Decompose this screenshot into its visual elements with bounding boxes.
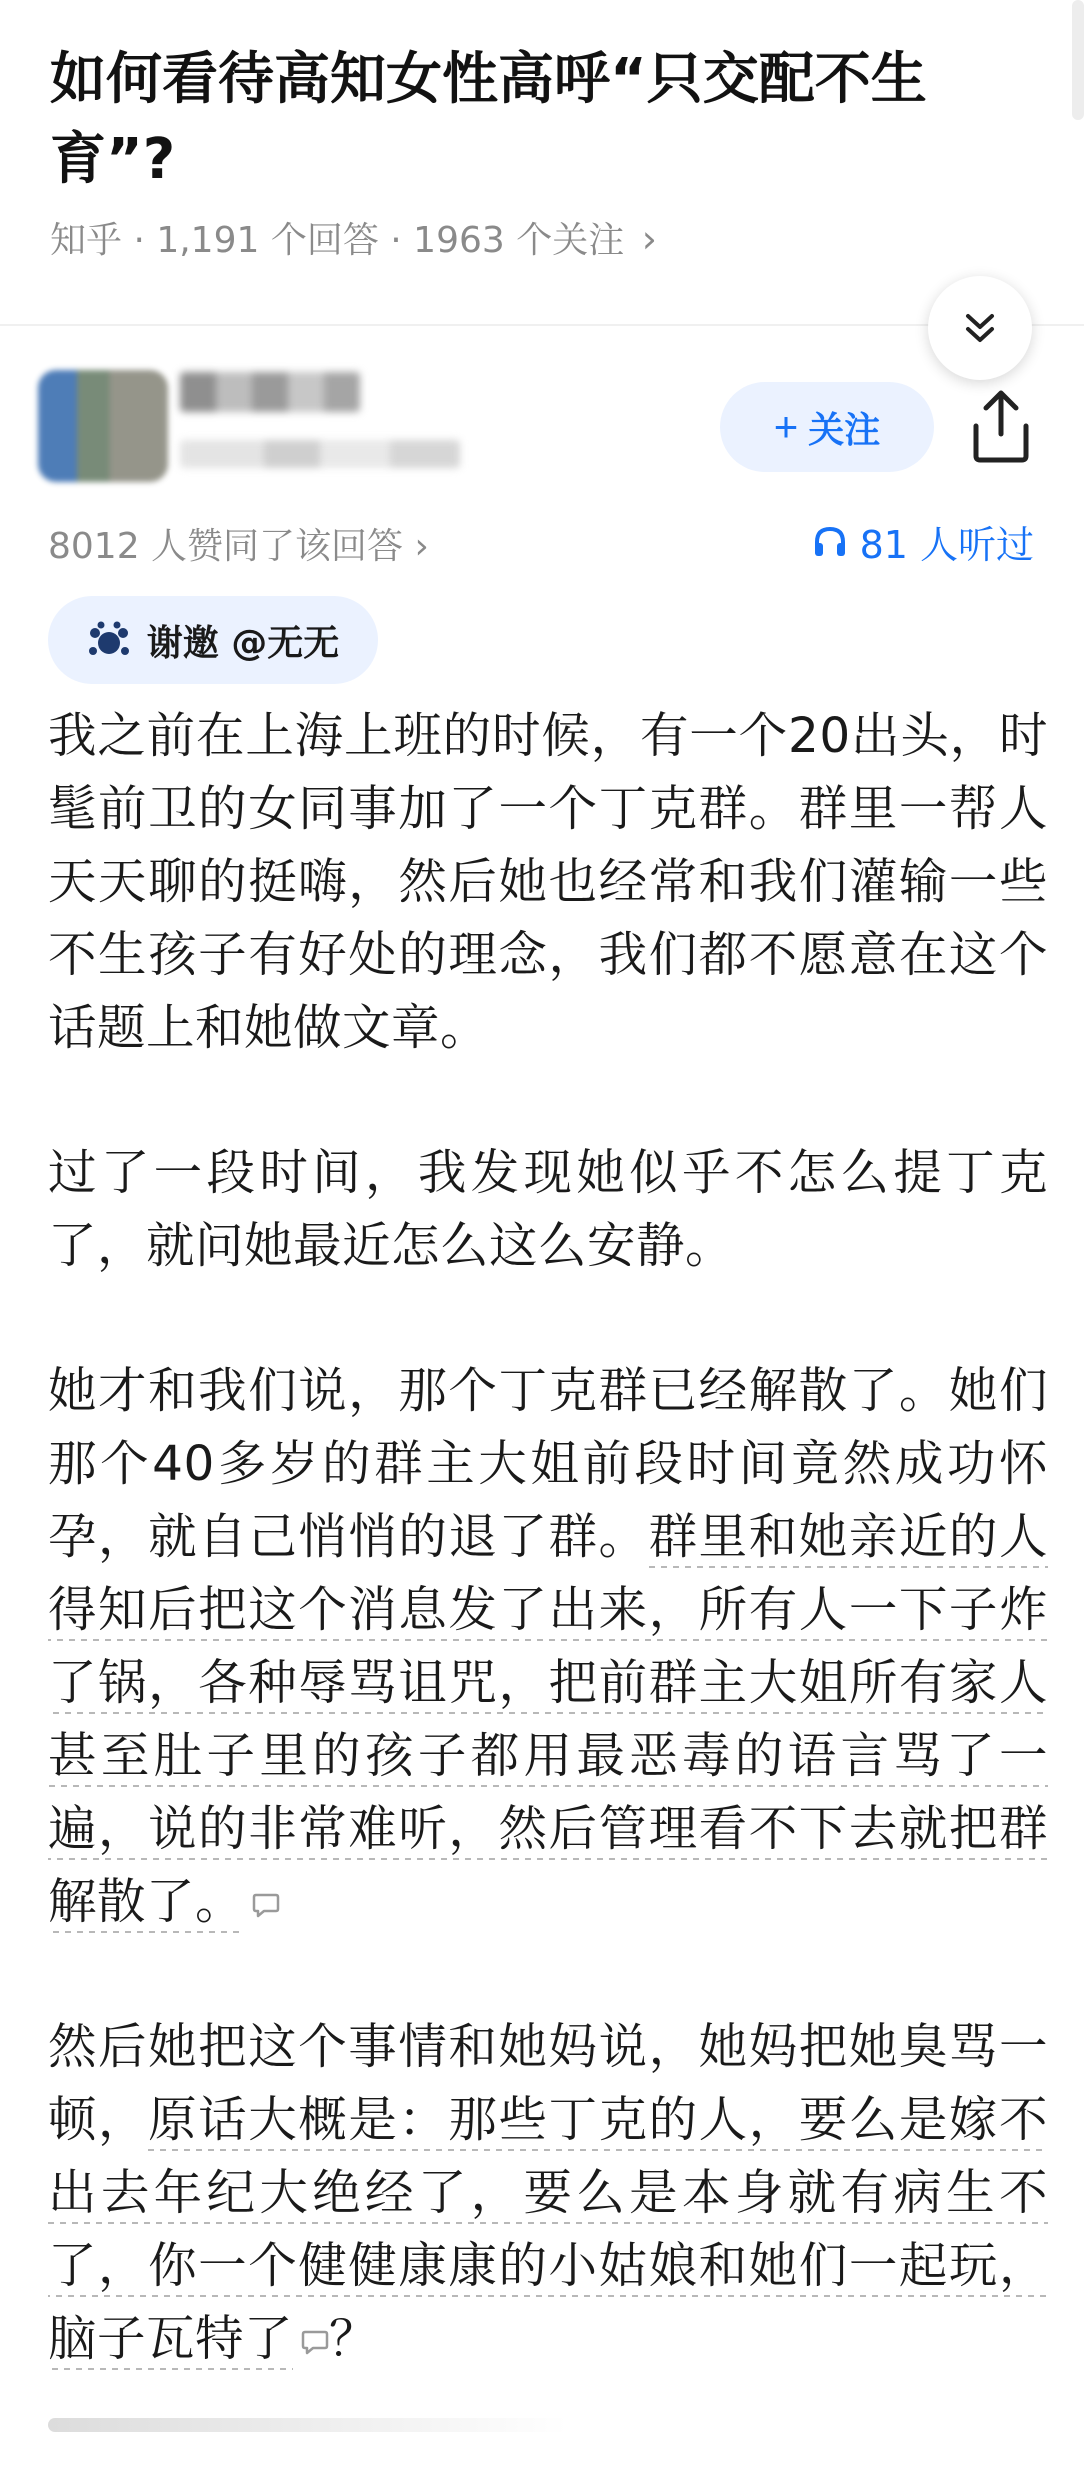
scrollbar[interactable]: [1072, 0, 1084, 120]
listen-text: 81 人听过: [859, 523, 1034, 567]
answer-paragraph-1: 我之前在上海上班的时候，有一个20出头，时髦前卫的女同事加了一个丁克群。群里一帮人天天聊的挺嗨，然后她也经常和我们灌输一些不生孩子有好处的理念，我们都不愿意在这个话题上和她做文章。: [48, 708, 1048, 1056]
chevron-right-icon: ›: [641, 217, 657, 261]
paragraph-text: 然后她把这个事情和她妈说，她妈把她臭骂一顿，: [48, 2019, 1048, 2148]
paragraph-end: ？: [329, 2311, 379, 2367]
question-title[interactable]: 如何看待高知女性高呼“只交配不生育”?: [50, 47, 927, 192]
invite-badge[interactable]: [48, 596, 378, 684]
likes-text: 8012 人赞同了该回答: [48, 526, 404, 567]
invite-icon: [87, 621, 131, 659]
answer-paragraph-2: 过了一段时间，我发现她似乎不怎么提丁克了，就问她最近怎么这么安静。: [48, 1145, 1048, 1274]
chevron-right-icon: ›: [414, 526, 429, 567]
listen-count[interactable]: [812, 514, 1034, 569]
divider: [0, 324, 1084, 326]
likes-count[interactable]: [48, 518, 429, 569]
highlighted-comment-text[interactable]: 原话大概是：那些丁克的人，要么是嫁不出去年纪大绝经了，要么是本身就有病生不了，你一个健健康康的小姑娘和她们一起玩，脑子瓦特了: [48, 2092, 1048, 2370]
question-meta[interactable]: [50, 212, 657, 263]
paragraph-text: 她才和我们说，那个丁克群已经解散了。她们那个40多岁的群主大姐前段时间竟然成功怀孕，就自己悄悄的退了群。: [48, 1363, 1048, 1565]
author-name-blurred[interactable]: [180, 372, 360, 412]
avatar[interactable]: [38, 370, 168, 482]
answer-paragraph-4: [48, 2011, 1048, 2376]
answer-paragraph-3: [48, 1355, 1048, 1939]
plus-icon: +: [773, 403, 799, 450]
follow-button[interactable]: [720, 382, 934, 472]
author-headline-blurred: [180, 440, 460, 468]
loading-placeholder: [48, 2418, 568, 2432]
expand-button[interactable]: [928, 276, 1032, 380]
highlighted-comment-text[interactable]: 群里和她亲近的人得知后把这个消息发了出来，所有人一下子炸了锅，各种辱骂诅咒，把前群主大姐所有家人甚至肚子里的孩子都用最恶毒的语言骂了一遍，说的非常难听，然后管理看不下去就把群解散了。: [48, 1509, 1048, 1933]
headphones-icon: [812, 524, 848, 560]
share-icon[interactable]: [966, 388, 1036, 464]
comment-icon[interactable]: [301, 2329, 329, 2355]
double-chevron-down-icon: [960, 308, 1000, 348]
question-meta-text: 知乎 · 1,191 个回答 · 1963 个关注: [50, 220, 625, 261]
answer-content: [48, 700, 1048, 2448]
comment-icon[interactable]: [252, 1892, 280, 1918]
invite-label: 谢邀 @无无: [146, 622, 340, 664]
follow-label: 关注: [808, 408, 881, 450]
